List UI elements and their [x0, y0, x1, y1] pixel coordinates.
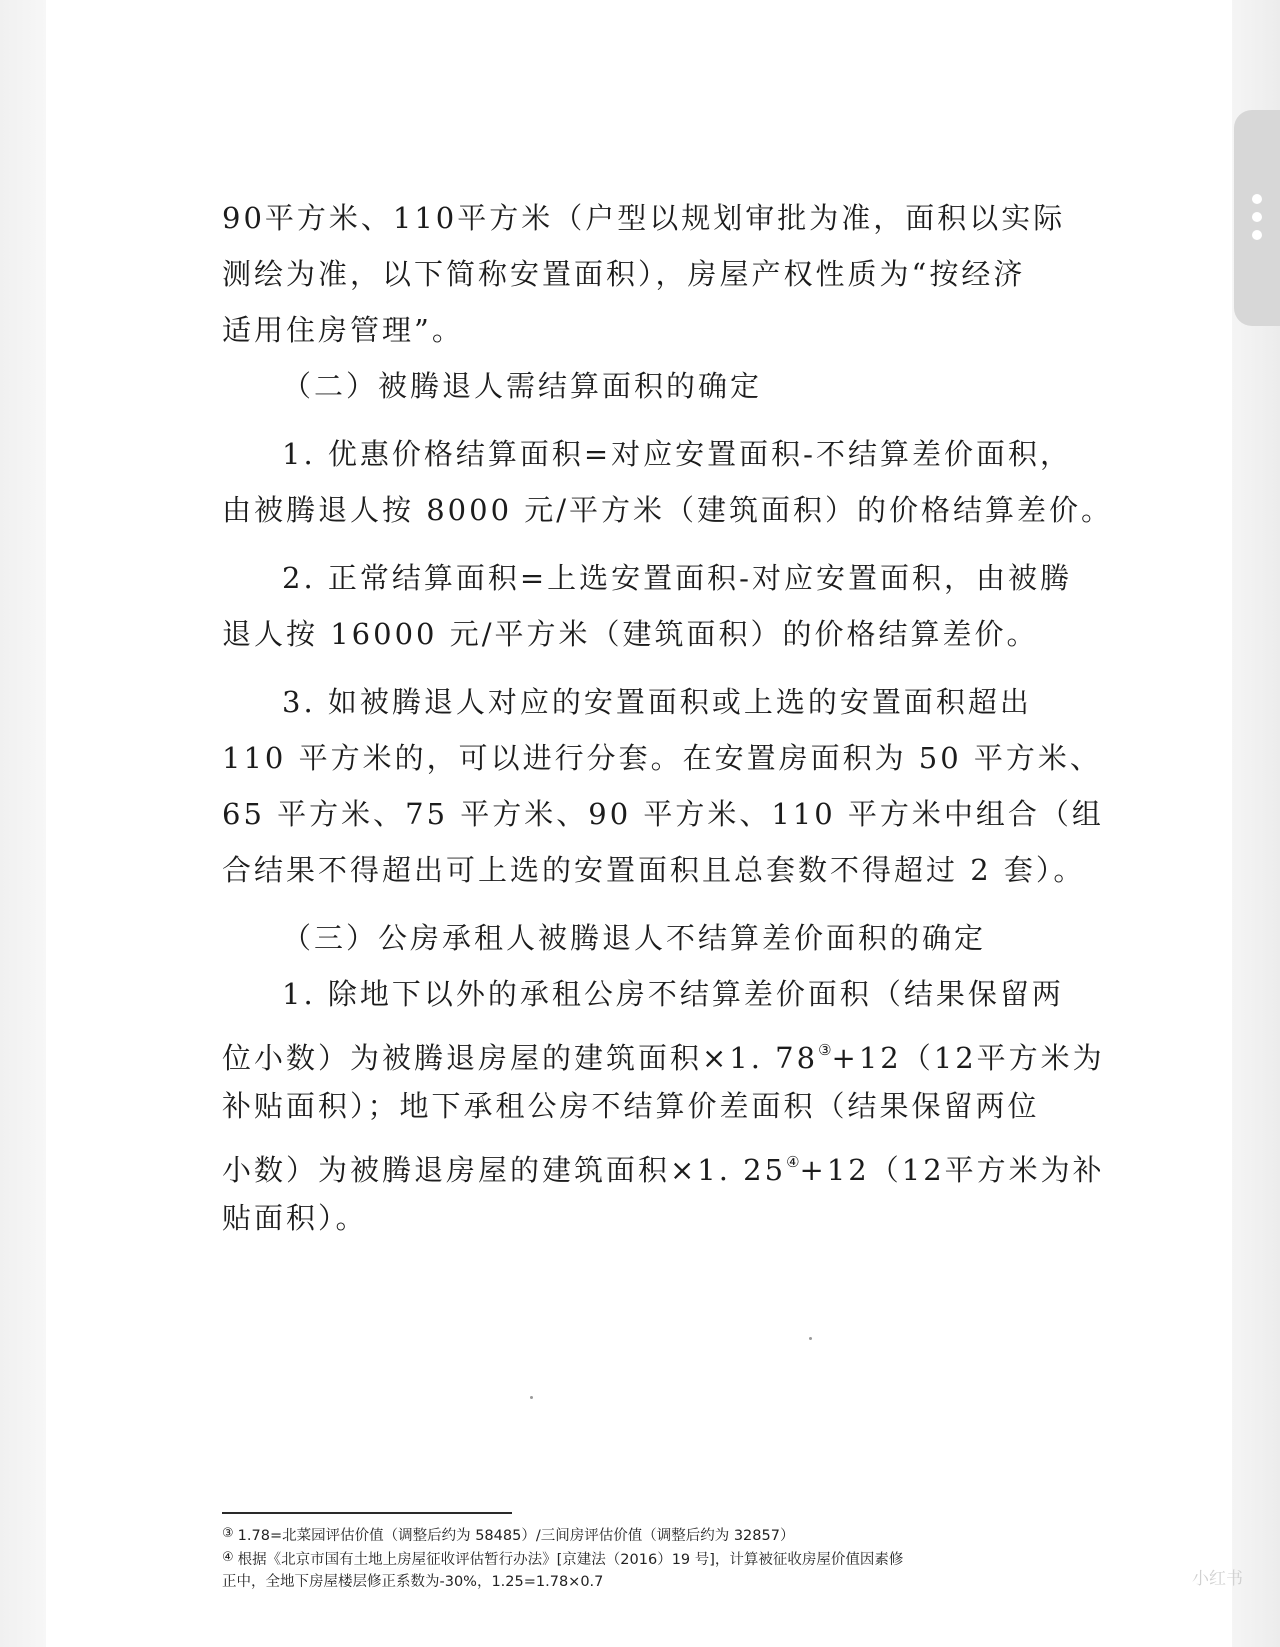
paragraph-line: 65 平方米、75 平方米、90 平方米、110 平方米中组合（组	[222, 797, 1104, 831]
left-gutter	[0, 0, 46, 1647]
footnote-4: ④ 根据《北京市国有土地上房屋征收评估暂行办法》[京建法（2016）19 号]，计算被征收房屋价值因素修	[222, 1550, 904, 1568]
more-dots-icon	[1252, 212, 1262, 222]
footnote-divider	[222, 1512, 512, 1514]
paragraph-line: 2. 正常结算面积=上选安置面积-对应安置面积，由被腾	[282, 561, 1072, 595]
paragraph-line: 测绘为准，以下简称安置面积），房屋产权性质为“按经济	[222, 257, 1026, 291]
scan-speck	[530, 1396, 533, 1399]
watermark: 小红书	[1192, 1569, 1243, 1589]
paragraph-line: 合结果不得超出可上选的安置面积且总套数不得超过 2 套）。	[222, 853, 1086, 887]
document-body	[222, 190, 1114, 1246]
footnote-3: ③ 1.78=北菜园评估价值（调整后约为 58485）/三间房评估价值（调整后约为 32857）	[222, 1526, 795, 1544]
paragraph-line: 由被腾退人按 8000 元/平方米（建筑面积）的价格结算差价。	[222, 493, 1114, 527]
paragraph-line: 小数）为被腾退房屋的建筑面积×1. 25④+12（12平方米为补	[222, 1153, 1105, 1187]
scan-speck	[809, 1337, 812, 1340]
paragraph-line: 3. 如被腾退人对应的安置面积或上选的安置面积超出	[282, 685, 1032, 719]
paragraph-line: 110 平方米的，可以进行分套。在安置房面积为 50 平方米、	[222, 741, 1102, 775]
paragraph-line: 1. 优惠价格结算面积=对应安置面积-不结算差价面积，	[282, 437, 1072, 471]
paragraph-line: 位小数）为被腾退房屋的建筑面积×1. 78③+12（12平方米为	[222, 1041, 1105, 1075]
more-options-handle[interactable]	[1234, 110, 1280, 326]
footnote-ref[interactable]: ④	[786, 1153, 800, 1171]
paragraph-line: 贴面积）。	[222, 1201, 368, 1235]
paragraph-line: 退人按 16000 元/平方米（建筑面积）的价格结算差价。	[222, 617, 1039, 651]
paragraph-line: 1. 除地下以外的承租公房不结算差价面积（结果保留两	[282, 977, 1064, 1011]
paragraph-line: 90平方米、110平方米（户型以规划审批为准，面积以实际	[222, 201, 1066, 235]
more-dots-icon	[1252, 194, 1262, 204]
footnote-ref[interactable]: ③	[818, 1041, 832, 1059]
section-heading: （二）被腾退人需结算面积的确定	[282, 369, 763, 403]
more-dots-icon	[1252, 230, 1262, 240]
footnotes	[222, 1522, 1062, 1594]
paragraph-line: 补贴面积）；地下承租公房不结算价差面积（结果保留两位	[222, 1089, 1040, 1123]
footnote-4-cont: 正中，全地下房屋楼层修正系数为-30%，1.25=1.78×0.7	[222, 1574, 604, 1590]
paragraph-line: 适用住房管理”。	[222, 313, 464, 347]
section-heading: （三）公房承租人被腾退人不结算差价面积的确定	[282, 921, 987, 955]
